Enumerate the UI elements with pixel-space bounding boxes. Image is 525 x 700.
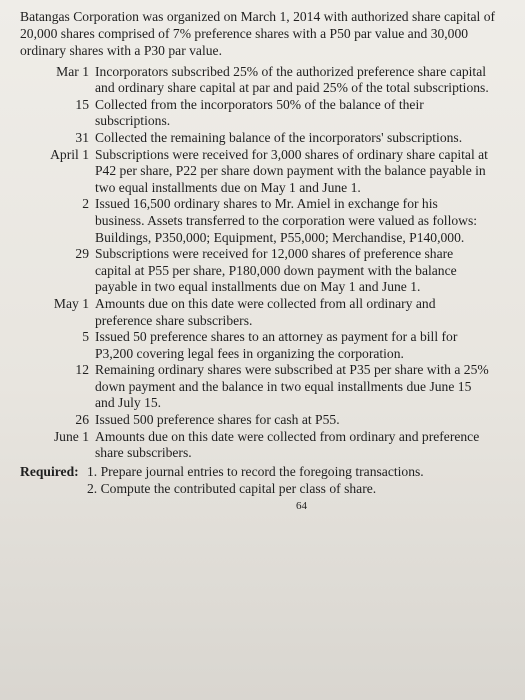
transaction-text: Issued 500 preference shares for cash at P55. — [95, 412, 340, 428]
transaction-entry — [20, 147, 513, 197]
transaction-entry — [20, 97, 513, 130]
problem-intro: Batangas Corporation was organized on March 1, 2014 with authorized share capital of 20,000 shares comprised of 7% preference shares with a P50 par value and 30,000 ordinary shares with a P30 par value. — [20, 9, 496, 59]
transaction-date: 2 — [82, 196, 89, 212]
transaction-entry — [20, 246, 513, 296]
transaction-entry — [20, 362, 513, 412]
transaction-text: Issued 50 preference shares to an attorney as payment for a bill for P3,200 covering legal fees in organizing the corporation. — [95, 329, 458, 361]
required-item: 1. Prepare journal entries to record the foregoing transactions. — [87, 463, 424, 479]
page-number: 64 — [296, 499, 307, 512]
transaction-date: 29 — [75, 246, 89, 262]
transaction-date: 26 — [75, 412, 89, 428]
transaction-text: Collected from the incorporators 50% of the balance of their subscriptions. — [95, 96, 424, 129]
required-label: Required: — [20, 463, 79, 479]
transaction-text: Subscriptions were received for 3,000 shares of ordinary share capital at P42 per share, P22 per share down payment with the balance payable in two equal installments due on May 1 and June 1. — [95, 146, 488, 195]
transaction-date: June 1 — [53, 428, 89, 444]
transaction-date: May 1 — [53, 295, 89, 311]
transaction-text: Incorporators subscribed 25% of the authorized preference share capital and ordinary share capital at par and paid 25% of the total subscriptions. — [95, 63, 489, 96]
transaction-date: 12 — [75, 362, 89, 378]
transaction-entry — [20, 429, 513, 462]
transaction-list — [20, 64, 513, 462]
transaction-entry — [20, 196, 513, 246]
transaction-date: April 1 — [50, 146, 89, 162]
transaction-entry — [20, 130, 513, 147]
transaction-entry — [20, 412, 513, 429]
transaction-entry — [20, 296, 513, 329]
transaction-text: Amounts due on this date were collected from all ordinary and preference share subscribers. — [95, 295, 436, 328]
required-list — [87, 463, 513, 497]
transaction-entry — [20, 64, 513, 97]
transaction-date: 5 — [82, 329, 89, 345]
transaction-text: Amounts due on this date were collected from ordinary and preference share subscribers. — [95, 428, 480, 461]
required-section — [20, 463, 513, 497]
transaction-date: 31 — [75, 129, 89, 145]
transaction-date: 15 — [75, 96, 89, 112]
transaction-text: Subscriptions were received for 12,000 shares of preference share capital at P55 per share, P180,000 down payment with the balance payable in two equal installments due on May 1 and June 1. — [95, 246, 457, 295]
transaction-entry — [20, 329, 513, 362]
transaction-text: Remaining ordinary shares were subscribed at P35 per share with a 25% down payment and the balance in two equal installments due June 15 and July 15. — [95, 362, 489, 411]
transaction-text: Collected the remaining balance of the incorporators' subscriptions. — [95, 129, 463, 145]
required-item: 2. Compute the contributed capital per class of share. — [87, 480, 377, 496]
transaction-text: Issued 16,500 ordinary shares to Mr. Amiel in exchange for his business. Assets transferred to the corporation were valued as follows: Buildings, P350,000; Equipment, P55,000; Merchandise, P140,000. — [95, 196, 478, 245]
transaction-date: Mar 1 — [56, 63, 89, 79]
